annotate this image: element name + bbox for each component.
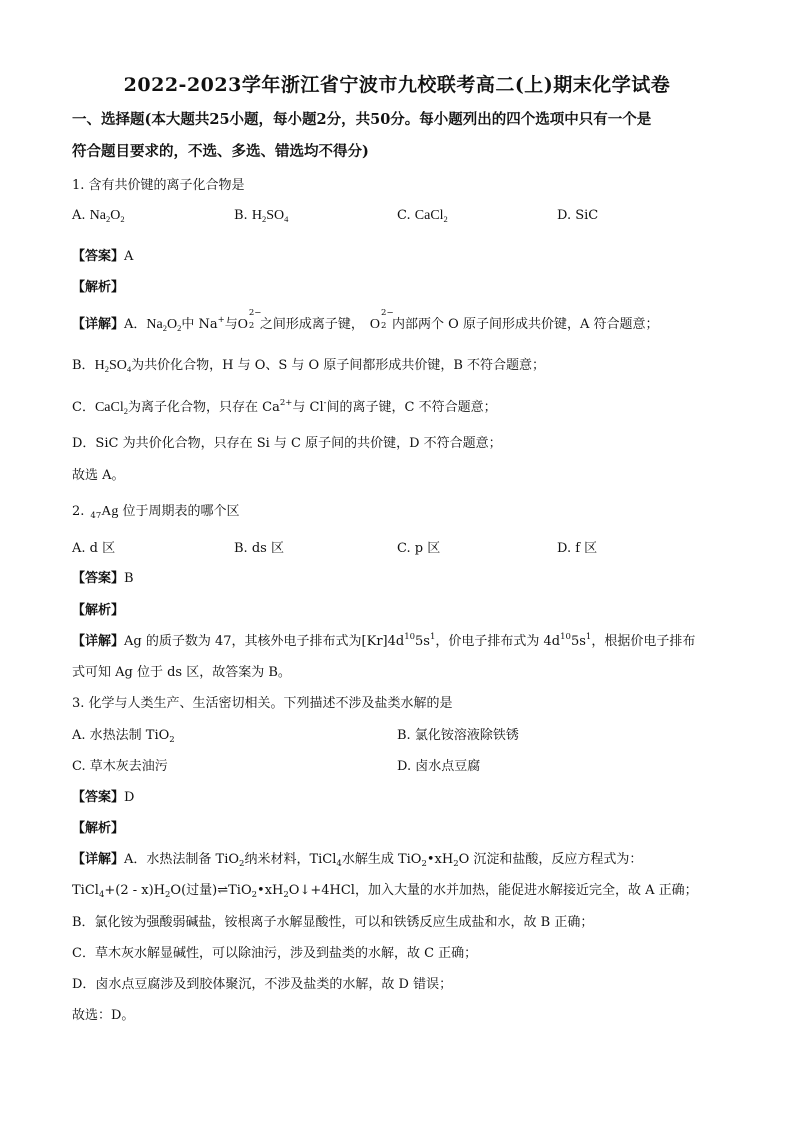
q3-answer-value: D <box>124 790 135 805</box>
q1-answer-value: A <box>124 249 134 264</box>
detail-sub: 2 <box>162 323 167 333</box>
detail-sub: 2 <box>421 859 427 869</box>
answer-label: 【答案】 <box>72 249 125 264</box>
detail-text: H <box>94 358 105 373</box>
detail-text: CaCl <box>94 400 124 415</box>
q3-detail-line-2 <box>72 879 698 898</box>
q2-stem <box>72 500 240 520</box>
detail-text: B． <box>72 358 95 373</box>
detail-sub: 2 <box>283 890 289 900</box>
detail-sub: 2 <box>248 321 255 331</box>
detail-text: 间的离子键，C 不符合题意； <box>326 400 497 415</box>
q2-detail-line-1 <box>72 630 695 649</box>
detail-text: O <box>237 317 248 332</box>
detail-sup: 1 <box>429 632 436 642</box>
q2-option-c: C. p 区 <box>397 541 441 556</box>
q2-answer <box>72 567 134 586</box>
q1-option-a-sub: 2 <box>106 214 111 224</box>
detail-text: 为离子化合物，只存在 Ca <box>127 400 280 415</box>
q1-detail-line-2 <box>72 354 545 374</box>
q3-detail-line-4: C．草木灰水解显碱性，可以除油污，涉及到盐类的水解，故 C 正确； <box>72 946 478 961</box>
detail-text: 5s <box>415 634 430 649</box>
q1-option-a-sub: 2 <box>120 214 125 224</box>
detail-text: 之间形成离子键， <box>259 317 364 332</box>
detail-text: C． <box>72 400 95 415</box>
q1-analysis <box>72 276 124 295</box>
q3-option-a-sub: 2 <box>169 735 175 745</box>
detail-sub: 2 <box>123 406 128 416</box>
detail-sup: 1 <box>585 632 592 642</box>
detail-text: 与 <box>224 317 238 332</box>
detail-sup: 2− <box>248 308 262 318</box>
detail-sup: 10 <box>404 632 416 642</box>
q2-number: 2. <box>72 504 85 519</box>
detail-text: 与 Cl <box>292 400 324 415</box>
detail-sub: 4 <box>336 859 342 869</box>
detail-text: •xH <box>257 883 284 898</box>
q1-option-b-part: SO <box>266 208 285 223</box>
detail-text: TiCl <box>72 883 99 898</box>
q1-option-a-letter: A. <box>72 208 86 223</box>
q3-option-c: C. 草木灰去油污 <box>72 759 168 774</box>
analysis-label: 【解析】 <box>72 821 125 836</box>
answer-label: 【答案】 <box>72 571 125 586</box>
detail-text: •xH <box>426 852 454 867</box>
answer-label: 【答案】 <box>72 790 125 805</box>
detail-sup: 10 <box>560 632 571 642</box>
detail-sub: 2 <box>104 364 109 374</box>
detail-text: Ag 的质子数为 47，其核外电子排布式为[Kr]4d <box>124 634 405 649</box>
q3-option-d: D. 卤水点豆腐 <box>397 759 481 774</box>
detail-sub: 4 <box>98 890 105 900</box>
q2-analysis <box>72 599 124 618</box>
page-title: 2022-2023学年浙江省宁波市九校联考高二(上)期末化学试卷 <box>123 74 671 96</box>
q1-option-a <box>72 208 125 224</box>
q1-option-a-part: Na <box>89 208 106 223</box>
detail-sub: 2 <box>251 890 258 900</box>
q1-option-b-sub: 4 <box>284 214 289 224</box>
detail-text: SO <box>108 358 127 373</box>
q1-stem: 1. 含有共价键的离子化合物是 <box>72 178 245 193</box>
detail-sub: 2 <box>177 323 182 333</box>
q1-option-b <box>234 208 288 224</box>
detail-text: 5s <box>570 634 586 649</box>
detail-sup: 2− <box>381 308 394 318</box>
detail-text: A． <box>124 317 147 332</box>
analysis-label: 【解析】 <box>72 280 125 295</box>
detail-sup: - <box>323 398 327 408</box>
detail-text: +(2 - x)H <box>104 883 165 898</box>
q1-detail-line-1 <box>72 308 659 333</box>
q2-atomic-number: 47 <box>90 511 102 521</box>
q2-option-d: D. f 区 <box>557 541 598 556</box>
detail-text: ，价电子排布式为 4d <box>435 634 561 649</box>
detail-sub: 2 <box>239 859 245 869</box>
q3-detail-line-5: D．卤水点豆腐涉及到胶体聚沉，不涉及盐类的水解，故 D 错误； <box>72 977 453 992</box>
detail-text: 中 Na <box>181 317 218 332</box>
section-heading-line-1: 一、选择题(本大题共25小题，每小题2分，共50分。每小题列出的四个选项中只有一个是 <box>72 111 652 128</box>
q1-option-c-letter: C. <box>397 208 411 223</box>
q1-option-d-letter: D. <box>557 208 572 223</box>
q1-option-c-sub: 2 <box>443 214 448 224</box>
q3-answer <box>72 786 134 805</box>
q1-option-d-part: SiC <box>575 208 599 223</box>
q1-detail-line-4: D．SiC 为共价化合物，只存在 Si 与 C 原子间的共价键，D 不符合题意； <box>72 436 502 451</box>
q1-option-d <box>557 208 598 223</box>
peroxide-charge <box>380 308 394 331</box>
q3-analysis <box>72 817 124 836</box>
q1-option-b-part: H <box>251 208 262 223</box>
q2-option-b: B. ds 区 <box>234 541 284 556</box>
peroxide-charge <box>248 308 262 331</box>
detail-text: O(过量)⇌TiO <box>170 883 252 898</box>
q1-option-b-sub: 2 <box>261 214 267 224</box>
analysis-label: 【解析】 <box>72 603 125 618</box>
q3-option-a <box>72 724 175 743</box>
detail-sup: + <box>217 315 225 325</box>
q1-option-b-letter: B. <box>234 208 248 223</box>
q2-answer-value: B <box>124 571 134 586</box>
q3-stem: 3. 化学与人类生产、生活密切相关。下列描述不涉及盐类水解的是 <box>72 696 453 711</box>
q2-element: Ag <box>101 504 119 519</box>
detail-label: 【详解】 <box>72 317 125 332</box>
detail-text: ，根据价电子排布 <box>591 634 696 649</box>
detail-text: 为共价化合物，H 与 O、S 与 O 原子间都形成共价键，B 不符合题意； <box>131 358 545 373</box>
q1-option-a-part: O <box>110 208 121 223</box>
q3-detail-line-1 <box>72 848 642 867</box>
detail-sub: 2 <box>381 321 387 331</box>
detail-text: O 沉淀和盐酸，反应方程式为： <box>458 852 643 867</box>
detail-text: O <box>166 317 178 332</box>
q1-option-c-part: CaCl <box>414 208 444 223</box>
q2-option-a: A. d 区 <box>72 541 116 556</box>
q3-option-a-text: A. 水热法制 TiO <box>72 728 170 743</box>
detail-text: 内部两个 O 原子间形成共价键，A 符合题意； <box>392 317 659 332</box>
q1-detail-line-3 <box>72 396 497 416</box>
detail-text: Na <box>146 317 163 332</box>
q1-answer <box>72 245 133 264</box>
q2-detail-line-2: 式可知 Ag 位于 ds 区，故答案为 B。 <box>72 665 291 680</box>
detail-sub: 2 <box>453 859 459 869</box>
q2-stem-text: 位于周期表的哪个区 <box>118 504 240 519</box>
detail-text: O↓+4HCl，加入大量的水并加热，能促进水解接近完全，故 A 正确； <box>288 883 698 898</box>
q3-conclusion: 故选：D。 <box>72 1008 135 1023</box>
detail-text: A．水热法制备 TiO <box>124 852 240 867</box>
detail-sup: 2+ <box>279 398 293 408</box>
q1-conclusion: 故选 A。 <box>72 468 125 483</box>
detail-sub: 2 <box>165 890 171 900</box>
q1-option-c <box>397 208 448 224</box>
section-heading-line-2: 符合题目要求的，不选、多选、错选均不得分) <box>72 143 369 160</box>
detail-text: O <box>369 317 381 332</box>
detail-sub: 4 <box>126 364 132 374</box>
detail-text: 纳米材料，TiCl <box>244 852 337 867</box>
detail-label: 【详解】 <box>72 852 125 867</box>
q3-detail-line-3: B．氯化铵为强酸弱碱盐，铵根离子水解显酸性，可以和铁锈反应生成盐和水，故 B 正确； <box>72 915 594 930</box>
detail-text: 水解生成 TiO <box>341 852 422 867</box>
q3-option-b: B. 氯化铵溶液除铁锈 <box>397 728 519 743</box>
detail-label: 【详解】 <box>72 634 125 649</box>
